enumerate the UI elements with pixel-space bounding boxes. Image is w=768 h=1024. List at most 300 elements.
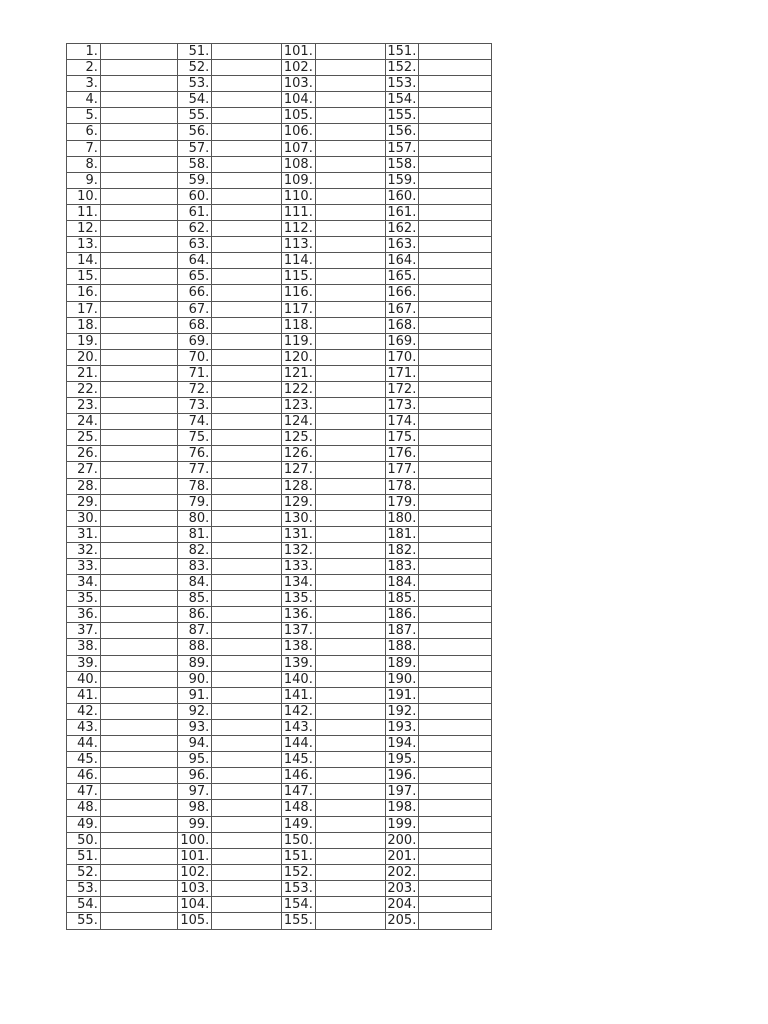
answer-cell[interactable]	[419, 382, 491, 397]
answer-cell[interactable]	[419, 124, 491, 139]
answer-cell[interactable]	[419, 334, 491, 349]
answer-cell[interactable]	[316, 414, 386, 429]
answer-cell[interactable]	[212, 398, 282, 413]
answer-cell[interactable]	[212, 285, 282, 300]
item-number: 104.	[178, 897, 212, 912]
item-number: 169.	[386, 334, 420, 349]
item-number: 8.	[67, 157, 101, 172]
item-number: 25.	[67, 430, 101, 445]
item-number: 116.	[282, 285, 316, 300]
table-row	[67, 253, 491, 269]
answer-cell[interactable]	[316, 189, 386, 204]
answer-cell[interactable]	[212, 366, 282, 381]
answer-cell[interactable]	[316, 543, 386, 558]
answer-cell[interactable]	[212, 237, 282, 252]
answer-cell[interactable]	[316, 446, 386, 461]
answer-cell[interactable]	[101, 527, 179, 542]
item-number: 43.	[67, 720, 101, 735]
answer-cell[interactable]	[101, 607, 179, 622]
answer-cell[interactable]	[212, 704, 282, 719]
answer-cell[interactable]	[101, 414, 179, 429]
answer-cell[interactable]	[101, 913, 179, 929]
item-number: 73.	[178, 398, 212, 413]
answer-cell[interactable]	[419, 752, 491, 767]
answer-cell[interactable]	[101, 800, 179, 815]
item-number: 138.	[282, 639, 316, 654]
item-number: 81.	[178, 527, 212, 542]
item-number: 184.	[386, 575, 420, 590]
answer-cell[interactable]	[419, 688, 491, 703]
answer-cell[interactable]	[316, 124, 386, 139]
answer-cell[interactable]	[316, 141, 386, 156]
answer-cell[interactable]	[419, 173, 491, 188]
answer-cell[interactable]	[316, 285, 386, 300]
item-number: 70.	[178, 350, 212, 365]
answer-cell[interactable]	[419, 44, 491, 59]
answer-cell[interactable]	[212, 76, 282, 91]
item-number: 6.	[67, 124, 101, 139]
item-number: 75.	[178, 430, 212, 445]
answer-cell[interactable]	[419, 221, 491, 236]
answer-cell[interactable]	[419, 833, 491, 848]
answer-cell[interactable]	[101, 382, 179, 397]
table-row	[67, 849, 491, 865]
answer-cell[interactable]	[101, 720, 179, 735]
answer-cell[interactable]	[419, 302, 491, 317]
answer-cell[interactable]	[419, 108, 491, 123]
answer-cell[interactable]	[212, 269, 282, 284]
answer-cell[interactable]	[419, 92, 491, 107]
answer-cell[interactable]	[419, 398, 491, 413]
answer-cell[interactable]	[419, 591, 491, 606]
answer-cell[interactable]	[212, 913, 282, 929]
answer-cell[interactable]	[212, 60, 282, 75]
answer-cell[interactable]	[316, 897, 386, 912]
item-number: 130.	[282, 511, 316, 526]
answer-cell[interactable]	[316, 350, 386, 365]
answer-cell[interactable]	[101, 752, 179, 767]
answer-cell[interactable]	[419, 430, 491, 445]
answer-cell[interactable]	[101, 334, 179, 349]
answer-cell[interactable]	[212, 511, 282, 526]
answer-cell[interactable]	[101, 639, 179, 654]
item-number: 191.	[386, 688, 420, 703]
answer-cell[interactable]	[316, 495, 386, 510]
answer-cell[interactable]	[419, 446, 491, 461]
item-number: 183.	[386, 559, 420, 574]
item-number: 171.	[386, 366, 420, 381]
answer-cell[interactable]	[419, 784, 491, 799]
answer-cell[interactable]	[212, 607, 282, 622]
answer-cell[interactable]	[212, 350, 282, 365]
table-row	[67, 446, 491, 462]
item-number: 65.	[178, 269, 212, 284]
answer-cell[interactable]	[212, 253, 282, 268]
answer-cell[interactable]	[212, 688, 282, 703]
item-number: 1.	[67, 44, 101, 59]
answer-cell[interactable]	[316, 800, 386, 815]
answer-cell[interactable]	[316, 784, 386, 799]
answer-cell[interactable]	[419, 800, 491, 815]
answer-cell[interactable]	[316, 720, 386, 735]
item-number: 172.	[386, 382, 420, 397]
item-number: 102.	[282, 60, 316, 75]
answer-cell[interactable]	[212, 575, 282, 590]
answer-cell[interactable]	[212, 446, 282, 461]
table-row	[67, 639, 491, 655]
item-number: 27.	[67, 462, 101, 477]
answer-cell[interactable]	[101, 768, 179, 783]
answer-cell[interactable]	[419, 495, 491, 510]
answer-cell[interactable]	[316, 382, 386, 397]
answer-cell[interactable]	[419, 366, 491, 381]
answer-cell[interactable]	[316, 221, 386, 236]
answer-cell[interactable]	[101, 221, 179, 236]
answer-cell[interactable]	[419, 60, 491, 75]
answer-cell[interactable]	[101, 237, 179, 252]
item-number: 52.	[67, 865, 101, 880]
answer-cell[interactable]	[212, 44, 282, 59]
table-row	[67, 881, 491, 897]
answer-cell[interactable]	[101, 656, 179, 671]
answer-cell[interactable]	[212, 221, 282, 236]
item-number: 26.	[67, 446, 101, 461]
answer-cell[interactable]	[316, 479, 386, 494]
answer-cell[interactable]	[316, 398, 386, 413]
answer-cell[interactable]	[316, 462, 386, 477]
answer-cell[interactable]	[419, 817, 491, 832]
answer-cell[interactable]	[101, 141, 179, 156]
item-number: 2.	[67, 60, 101, 75]
answer-cell[interactable]	[101, 124, 179, 139]
table-row	[67, 511, 491, 527]
item-number: 165.	[386, 269, 420, 284]
answer-cell[interactable]	[419, 849, 491, 864]
answer-cell[interactable]	[212, 833, 282, 848]
answer-cell[interactable]	[101, 591, 179, 606]
item-number: 146.	[282, 768, 316, 783]
answer-cell[interactable]	[419, 157, 491, 172]
answer-cell[interactable]	[212, 189, 282, 204]
table-row	[67, 124, 491, 140]
table-row	[67, 60, 491, 76]
answer-cell[interactable]	[212, 318, 282, 333]
answer-cell[interactable]	[101, 704, 179, 719]
answer-cell[interactable]	[212, 173, 282, 188]
answer-cell[interactable]	[101, 205, 179, 220]
answer-cell[interactable]	[212, 849, 282, 864]
answer-cell[interactable]	[419, 575, 491, 590]
answer-cell[interactable]	[316, 44, 386, 59]
answer-cell[interactable]	[212, 736, 282, 751]
answer-cell[interactable]	[419, 76, 491, 91]
item-number: 16.	[67, 285, 101, 300]
answer-cell[interactable]	[212, 752, 282, 767]
answer-cell[interactable]	[316, 881, 386, 896]
item-number: 157.	[386, 141, 420, 156]
answer-cell[interactable]	[316, 575, 386, 590]
answer-cell[interactable]	[316, 237, 386, 252]
answer-cell[interactable]	[316, 736, 386, 751]
answer-cell[interactable]	[419, 559, 491, 574]
answer-cell[interactable]	[212, 124, 282, 139]
item-number: 201.	[386, 849, 420, 864]
answer-cell[interactable]	[419, 881, 491, 896]
answer-cell[interactable]	[419, 189, 491, 204]
answer-cell[interactable]	[419, 865, 491, 880]
answer-cell[interactable]	[316, 92, 386, 107]
answer-cell[interactable]	[419, 913, 491, 929]
answer-cell[interactable]	[101, 575, 179, 590]
table-row	[67, 656, 491, 672]
answer-cell[interactable]	[101, 108, 179, 123]
answer-cell[interactable]	[316, 639, 386, 654]
answer-cell[interactable]	[316, 157, 386, 172]
answer-cell[interactable]	[316, 768, 386, 783]
answer-cell[interactable]	[316, 591, 386, 606]
answer-cell[interactable]	[101, 897, 179, 912]
answer-cell[interactable]	[101, 446, 179, 461]
answer-cell[interactable]	[316, 849, 386, 864]
answer-cell[interactable]	[316, 527, 386, 542]
answer-cell[interactable]	[212, 414, 282, 429]
item-number: 129.	[282, 495, 316, 510]
answer-cell[interactable]	[212, 205, 282, 220]
answer-cell[interactable]	[212, 800, 282, 815]
answer-cell[interactable]	[316, 817, 386, 832]
answer-cell[interactable]	[316, 302, 386, 317]
answer-cell[interactable]	[101, 430, 179, 445]
table-row	[67, 318, 491, 334]
answer-cell[interactable]	[316, 205, 386, 220]
answer-cell[interactable]	[316, 833, 386, 848]
item-number: 155.	[282, 913, 316, 929]
answer-cell[interactable]	[212, 817, 282, 832]
answer-cell[interactable]	[419, 672, 491, 687]
answer-cell[interactable]	[212, 720, 282, 735]
answer-cell[interactable]	[419, 623, 491, 638]
answer-cell[interactable]	[212, 108, 282, 123]
item-number: 46.	[67, 768, 101, 783]
item-number: 114.	[282, 253, 316, 268]
item-number: 168.	[386, 318, 420, 333]
answer-cell[interactable]	[316, 607, 386, 622]
answer-cell[interactable]	[316, 269, 386, 284]
answer-cell[interactable]	[101, 269, 179, 284]
answer-cell[interactable]	[419, 704, 491, 719]
answer-cell[interactable]	[101, 623, 179, 638]
answer-cell[interactable]	[101, 366, 179, 381]
item-number: 79.	[178, 495, 212, 510]
answer-cell[interactable]	[316, 366, 386, 381]
answer-cell[interactable]	[212, 784, 282, 799]
answer-cell[interactable]	[101, 44, 179, 59]
answer-cell[interactable]	[101, 60, 179, 75]
answer-cell[interactable]	[212, 768, 282, 783]
answer-cell[interactable]	[101, 92, 179, 107]
item-number: 21.	[67, 366, 101, 381]
answer-cell[interactable]	[101, 688, 179, 703]
answer-cell[interactable]	[101, 479, 179, 494]
answer-cell[interactable]	[419, 543, 491, 558]
answer-cell[interactable]	[101, 462, 179, 477]
item-number: 127.	[282, 462, 316, 477]
answer-cell[interactable]	[101, 173, 179, 188]
answer-cell[interactable]	[212, 462, 282, 477]
answer-cell[interactable]	[101, 849, 179, 864]
answer-cell[interactable]	[212, 92, 282, 107]
answer-cell[interactable]	[419, 639, 491, 654]
item-number: 54.	[67, 897, 101, 912]
answer-cell[interactable]	[316, 865, 386, 880]
answer-cell[interactable]	[316, 76, 386, 91]
answer-cell[interactable]	[101, 543, 179, 558]
table-row	[67, 398, 491, 414]
answer-cell[interactable]	[101, 833, 179, 848]
answer-cell[interactable]	[101, 736, 179, 751]
item-number: 112.	[282, 221, 316, 236]
answer-cell[interactable]	[419, 607, 491, 622]
table-row	[67, 768, 491, 784]
item-number: 160.	[386, 189, 420, 204]
answer-cell[interactable]	[316, 60, 386, 75]
answer-cell[interactable]	[212, 302, 282, 317]
item-number: 118.	[282, 318, 316, 333]
item-number: 141.	[282, 688, 316, 703]
answer-cell[interactable]	[316, 704, 386, 719]
answer-cell[interactable]	[212, 623, 282, 638]
item-number: 134.	[282, 575, 316, 590]
answer-cell[interactable]	[101, 285, 179, 300]
answer-cell[interactable]	[101, 784, 179, 799]
answer-cell[interactable]	[212, 881, 282, 896]
item-number: 96.	[178, 768, 212, 783]
answer-cell[interactable]	[101, 350, 179, 365]
item-number: 12.	[67, 221, 101, 236]
answer-cell[interactable]	[212, 559, 282, 574]
item-number: 23.	[67, 398, 101, 413]
answer-cell[interactable]	[101, 398, 179, 413]
item-number: 5.	[67, 108, 101, 123]
answer-cell[interactable]	[419, 736, 491, 751]
answer-cell[interactable]	[101, 189, 179, 204]
item-number: 185.	[386, 591, 420, 606]
answer-cell[interactable]	[212, 639, 282, 654]
answer-cell[interactable]	[419, 269, 491, 284]
answer-cell[interactable]	[316, 253, 386, 268]
answer-cell[interactable]	[212, 334, 282, 349]
answer-cell[interactable]	[316, 623, 386, 638]
item-number: 189.	[386, 656, 420, 671]
answer-cell[interactable]	[212, 672, 282, 687]
answer-cell[interactable]	[212, 382, 282, 397]
answer-cell[interactable]	[419, 462, 491, 477]
answer-cell[interactable]	[101, 511, 179, 526]
answer-cell[interactable]	[419, 285, 491, 300]
answer-cell[interactable]	[101, 76, 179, 91]
answer-cell[interactable]	[101, 302, 179, 317]
answer-cell[interactable]	[316, 430, 386, 445]
answer-cell[interactable]	[419, 318, 491, 333]
answer-cell[interactable]	[419, 141, 491, 156]
answer-cell[interactable]	[101, 559, 179, 574]
answer-cell[interactable]	[101, 157, 179, 172]
answer-cell[interactable]	[419, 414, 491, 429]
item-number: 62.	[178, 221, 212, 236]
answer-cell[interactable]	[316, 559, 386, 574]
answer-cell[interactable]	[316, 108, 386, 123]
answer-cell[interactable]	[419, 237, 491, 252]
item-number: 24.	[67, 414, 101, 429]
answer-cell[interactable]	[212, 430, 282, 445]
answer-cell[interactable]	[212, 591, 282, 606]
table-row	[67, 688, 491, 704]
answer-cell[interactable]	[419, 720, 491, 735]
answer-cell[interactable]	[212, 543, 282, 558]
answer-cell[interactable]	[212, 527, 282, 542]
item-number: 179.	[386, 495, 420, 510]
answer-cell[interactable]	[316, 318, 386, 333]
table-row	[67, 720, 491, 736]
answer-cell[interactable]	[316, 173, 386, 188]
table-row	[67, 672, 491, 688]
answer-cell[interactable]	[316, 913, 386, 929]
answer-cell[interactable]	[212, 865, 282, 880]
table-row	[67, 865, 491, 881]
answer-cell[interactable]	[419, 205, 491, 220]
table-row	[67, 205, 491, 221]
answer-cell[interactable]	[101, 881, 179, 896]
answer-cell[interactable]	[419, 253, 491, 268]
answer-cell[interactable]	[101, 865, 179, 880]
answer-cell[interactable]	[212, 157, 282, 172]
answer-cell[interactable]	[212, 141, 282, 156]
table-row	[67, 704, 491, 720]
answer-cell[interactable]	[212, 479, 282, 494]
answer-cell[interactable]	[101, 672, 179, 687]
answer-cell[interactable]	[419, 479, 491, 494]
answer-cell[interactable]	[316, 511, 386, 526]
answer-cell[interactable]	[419, 768, 491, 783]
answer-cell[interactable]	[101, 318, 179, 333]
answer-cell[interactable]	[316, 656, 386, 671]
answer-cell[interactable]	[419, 511, 491, 526]
item-number: 140.	[282, 672, 316, 687]
answer-cell[interactable]	[419, 897, 491, 912]
answer-cell[interactable]	[212, 897, 282, 912]
answer-cell[interactable]	[212, 656, 282, 671]
answer-cell[interactable]	[101, 495, 179, 510]
answer-cell[interactable]	[316, 334, 386, 349]
answer-cell[interactable]	[101, 253, 179, 268]
answer-cell[interactable]	[101, 817, 179, 832]
answer-cell[interactable]	[419, 527, 491, 542]
item-number: 93.	[178, 720, 212, 735]
item-number: 202.	[386, 865, 420, 880]
item-number: 113.	[282, 237, 316, 252]
table-row	[67, 430, 491, 446]
answer-cell[interactable]	[316, 752, 386, 767]
item-number: 90.	[178, 672, 212, 687]
answer-cell[interactable]	[212, 495, 282, 510]
answer-cell[interactable]	[316, 688, 386, 703]
answer-cell[interactable]	[419, 350, 491, 365]
item-number: 147.	[282, 784, 316, 799]
answer-cell[interactable]	[419, 656, 491, 671]
table-row	[67, 334, 491, 350]
answer-cell[interactable]	[316, 672, 386, 687]
item-number: 156.	[386, 124, 420, 139]
